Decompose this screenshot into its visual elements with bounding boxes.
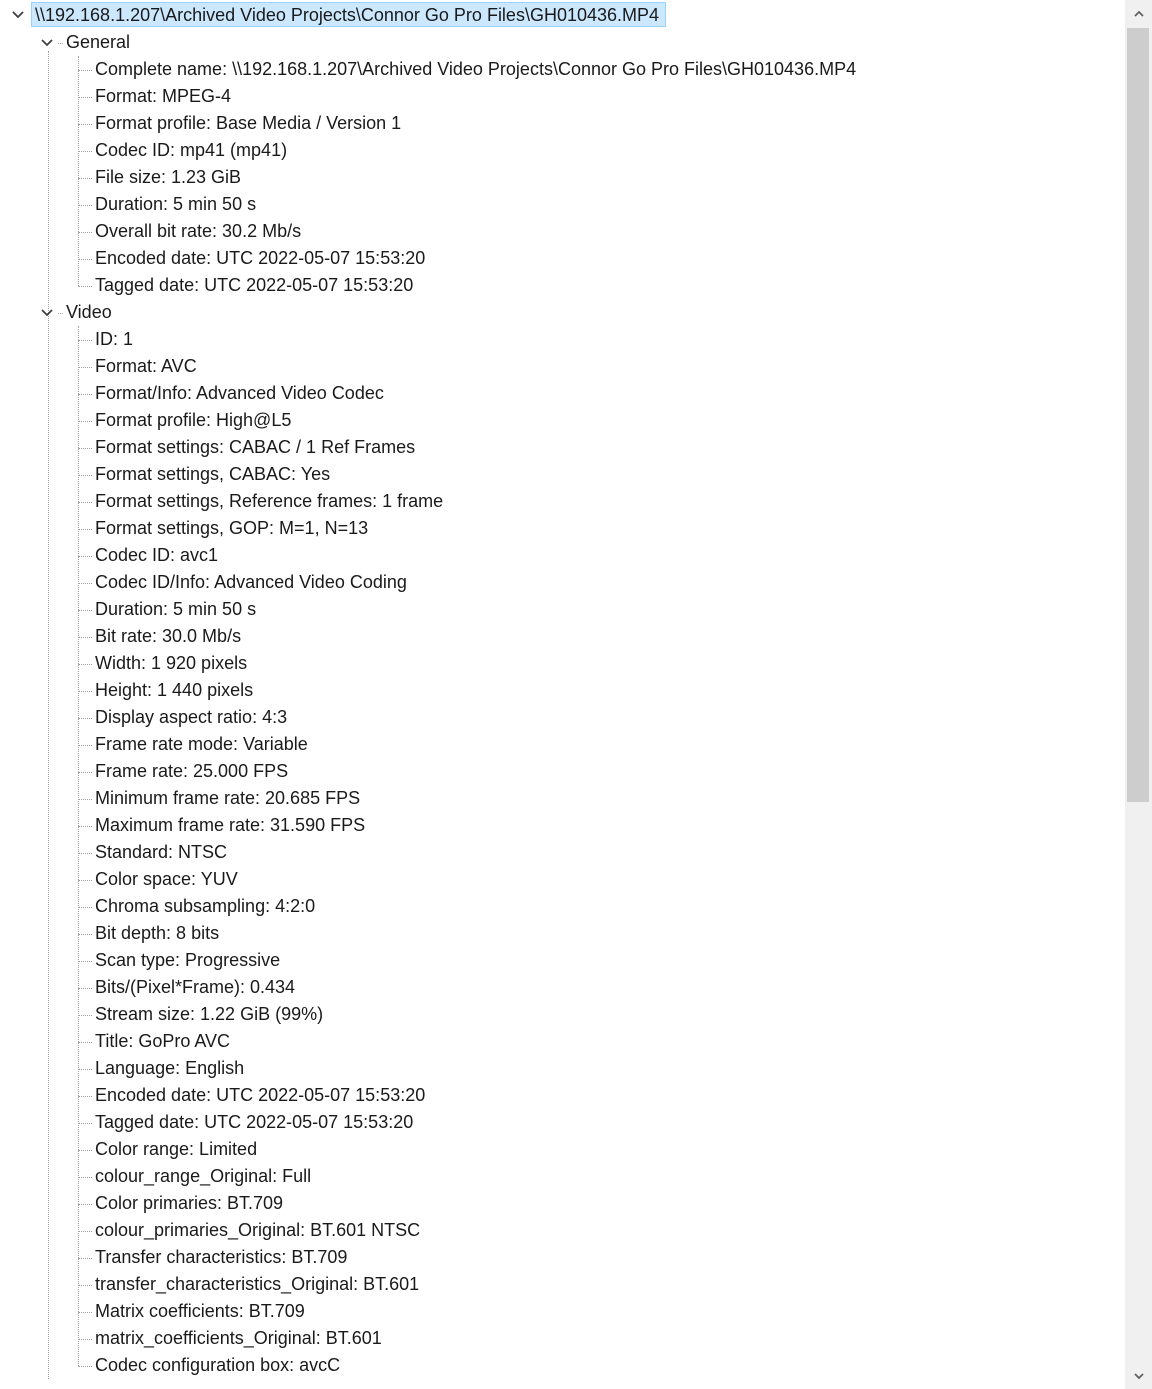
tree-guide-line (48, 51, 49, 1379)
info-item[interactable]: Maximum frame rate: 31.590 FPS (95, 815, 366, 835)
tree-connector (78, 637, 92, 638)
tree-connector (78, 502, 92, 503)
tree-connector (78, 151, 92, 152)
scroll-down-chevron-down-icon[interactable] (1125, 1362, 1152, 1389)
scrollbar-thumb[interactable] (1127, 28, 1149, 802)
info-item[interactable]: Display aspect ratio: 4:3 (95, 707, 288, 727)
info-item[interactable]: Color range: Limited (95, 1139, 258, 1159)
tree-connector (78, 529, 92, 530)
info-item[interactable]: Format/Info: Advanced Video Codec (95, 383, 384, 403)
tree-connector (78, 205, 92, 206)
info-item[interactable]: Title: GoPro AVC (95, 1031, 231, 1051)
root-file-node[interactable]: \\192.168.1.207\Archived Video Projects\Connor Go Pro Files\GH010436.MP4 (31, 2, 666, 27)
info-item[interactable]: Matrix coefficients: BT.709 (95, 1301, 305, 1321)
tree-connector (78, 826, 92, 827)
tree-connector (78, 232, 92, 233)
tree-connector (78, 286, 92, 287)
tree-connector (58, 313, 63, 314)
tree-connector (78, 556, 92, 557)
info-item[interactable]: Encoded date: UTC 2022-05-07 15:53:20 (95, 1085, 426, 1105)
info-item[interactable]: Bit depth: 8 bits (95, 923, 220, 943)
tree-connector (78, 448, 92, 449)
tree-connector (78, 1177, 92, 1178)
info-item[interactable]: Format settings: CABAC / 1 Ref Frames (95, 437, 416, 457)
info-item[interactable]: File size: 1.23 GiB (95, 167, 242, 187)
tree-connector (78, 745, 92, 746)
section-expand-chevron-down-icon[interactable] (39, 305, 55, 321)
info-item[interactable]: transfer_characteristics_Original: BT.601 (95, 1274, 420, 1294)
tree-connector (78, 988, 92, 989)
info-item[interactable]: Codec ID: avc1 (95, 545, 219, 565)
info-item[interactable]: Tagged date: UTC 2022-05-07 15:53:20 (95, 275, 414, 295)
tree-connector (78, 961, 92, 962)
info-item[interactable]: Codec ID/Info: Advanced Video Coding (95, 572, 407, 592)
tree-connector (78, 124, 92, 125)
tree-connector (78, 1150, 92, 1151)
info-item[interactable]: Format settings, GOP: M=1, N=13 (95, 518, 369, 538)
info-item[interactable]: Overall bit rate: 30.2 Mb/s (95, 221, 302, 241)
info-item[interactable]: Tagged date: UTC 2022-05-07 15:53:20 (95, 1112, 414, 1132)
tree-connector (78, 70, 92, 71)
info-item[interactable]: Frame rate: 25.000 FPS (95, 761, 289, 781)
info-item[interactable]: ID: 1 (95, 329, 134, 349)
info-item[interactable]: Format: AVC (95, 356, 197, 376)
tree-connector (78, 97, 92, 98)
tree-connector (78, 178, 92, 179)
vertical-scrollbar[interactable] (1125, 0, 1152, 1389)
tree-connector (78, 664, 92, 665)
tree-connector (78, 367, 92, 368)
tree-connector (78, 799, 92, 800)
tree-connector (78, 934, 92, 935)
tree-connector (78, 259, 92, 260)
tree-connector (78, 1231, 92, 1232)
info-item[interactable]: colour_primaries_Original: BT.601 NTSC (95, 1220, 421, 1240)
section-video-label[interactable]: Video (66, 302, 112, 322)
tree-connector (78, 691, 92, 692)
info-item[interactable]: Encoded date: UTC 2022-05-07 15:53:20 (95, 248, 426, 268)
tree-connector (78, 1204, 92, 1205)
info-item[interactable]: Scan type: Progressive (95, 950, 281, 970)
info-item[interactable]: Color space: YUV (95, 869, 238, 889)
tree-connector (78, 1042, 92, 1043)
info-item[interactable]: Format profile: High@L5 (95, 410, 292, 430)
info-item[interactable]: Format settings, Reference frames: 1 frame (95, 491, 444, 511)
tree-connector (78, 610, 92, 611)
section-expand-chevron-down-icon[interactable] (39, 35, 55, 51)
info-item[interactable]: Bits/(Pixel*Frame): 0.434 (95, 977, 296, 997)
tree-connector (78, 1096, 92, 1097)
tree-connector (78, 1366, 92, 1367)
info-item[interactable]: Chroma subsampling: 4:2:0 (95, 896, 316, 916)
info-item[interactable]: Format profile: Base Media / Version 1 (95, 113, 402, 133)
tree-connector (78, 394, 92, 395)
info-item[interactable]: Transfer characteristics: BT.709 (95, 1247, 348, 1267)
info-item[interactable]: Complete name: \\192.168.1.207\Archived Video Projects\Connor Go Pro Files\GH010436.MP4 (95, 59, 857, 79)
tree-connector (78, 475, 92, 476)
tree-connector (78, 340, 92, 341)
info-item[interactable]: Codec configuration box: avcC (95, 1355, 341, 1375)
tree-guide-line (78, 326, 79, 1366)
info-item[interactable]: Standard: NTSC (95, 842, 228, 862)
info-item[interactable]: Codec ID: mp41 (mp41) (95, 140, 288, 160)
tree-connector (78, 1312, 92, 1313)
info-item[interactable]: matrix_coefficients_Original: BT.601 (95, 1328, 382, 1348)
tree-connector (78, 1123, 92, 1124)
root-expand-chevron-down-icon[interactable] (10, 7, 26, 23)
info-item[interactable]: Height: 1 440 pixels (95, 680, 254, 700)
info-item[interactable]: colour_range_Original: Full (95, 1166, 312, 1186)
info-item[interactable]: Format settings, CABAC: Yes (95, 464, 331, 484)
tree-connector (78, 907, 92, 908)
info-item[interactable]: Language: English (95, 1058, 245, 1078)
tree-connector (78, 853, 92, 854)
tree-connector (78, 772, 92, 773)
info-item[interactable]: Duration: 5 min 50 s (95, 194, 257, 214)
tree-connector (78, 1258, 92, 1259)
info-item[interactable]: Minimum frame rate: 20.685 FPS (95, 788, 361, 808)
tree-connector (78, 718, 92, 719)
tree-connector (58, 43, 63, 44)
info-item[interactable]: Stream size: 1.22 GiB (99%) (95, 1004, 324, 1024)
tree-connector (78, 1069, 92, 1070)
tree-connector (78, 583, 92, 584)
tree-connector (78, 1015, 92, 1016)
tree-connector (78, 1285, 92, 1286)
info-item[interactable]: Color primaries: BT.709 (95, 1193, 284, 1213)
info-item[interactable]: Width: 1 920 pixels (95, 653, 248, 673)
tree-connector (78, 421, 92, 422)
tree-connector (78, 1339, 92, 1340)
tree-connector (78, 880, 92, 881)
info-item[interactable]: Format: MPEG-4 (95, 86, 232, 106)
section-general-label[interactable]: General (66, 32, 131, 52)
info-item[interactable]: Frame rate mode: Variable (95, 734, 308, 754)
info-item[interactable]: Bit rate: 30.0 Mb/s (95, 626, 242, 646)
tree-guide-line (78, 56, 79, 286)
info-item[interactable]: Duration: 5 min 50 s (95, 599, 257, 619)
scroll-up-chevron-up-icon[interactable] (1125, 0, 1152, 27)
